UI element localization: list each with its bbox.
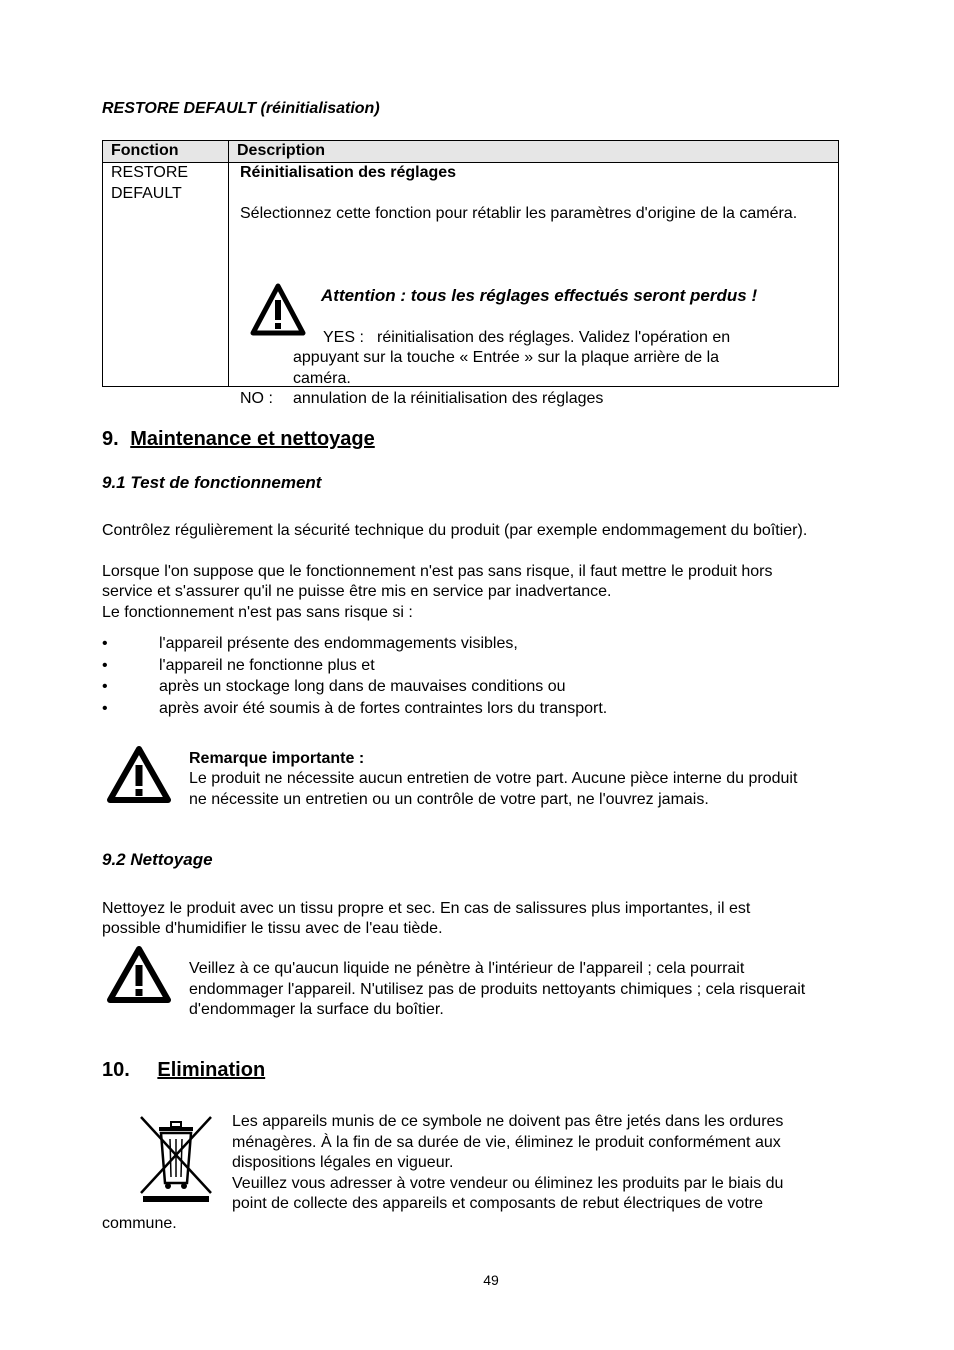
cleaning-warning-line-3: d'endommager la surface du boîtier. (189, 1001, 444, 1018)
function-line-1: RESTORE (111, 164, 189, 181)
section-9-number: 9. (102, 428, 119, 450)
table-header-function: Fonction (103, 141, 229, 163)
table-header-description: Description (229, 141, 839, 163)
list-item: • l'appareil ne fonctionne plus et (102, 656, 607, 678)
section-10-heading (102, 1060, 265, 1081)
list-item: • l'appareil présente des endommagements visibles, (102, 634, 607, 656)
desc-text: Sélectionnez cette fonction pour rétablir les paramètres d'origine de la caméra. (240, 204, 798, 222)
section-10-title: Elimination (157, 1059, 266, 1081)
note-line-2: ne nécessite un entretien ou un contrôle de votre part, ne l'ouvrez jamais. (189, 791, 709, 808)
cleaning-warning-line-2: endommager l'appareil. N'utilisez pas de produits nettoyants chimiques ; cela risquerait (189, 981, 806, 998)
list-item: • après un stockage long dans de mauvaises conditions ou (102, 677, 607, 699)
attention-text: Attention : tous les réglages effectués seront perdus ! (321, 286, 758, 305)
disposal-line-5: point de collecte des appareils et composants de rebut électriques de votre (232, 1195, 763, 1212)
note-line-1: Le produit ne nécessite aucun entretien de votre part. Aucune pièce interne du produit (189, 770, 798, 787)
page-number: 49 (483, 1272, 499, 1288)
restore-table (102, 140, 839, 407)
subsection-9-2-title: 9.2 Nettoyage (102, 850, 213, 869)
paragraph-9-1-b-line-1: Lorsque l'on suppose que le fonctionnement n'est pas sans risque, il faut mettre le produit hors (102, 563, 773, 580)
function-cell (103, 163, 229, 387)
paragraph-9-2-line-2: possible d'humidifier le tissu avec de l'eau tiède. (102, 920, 443, 937)
paragraph-9-1-a: Contrôlez régulièrement la sécurité technique du produit (par exemple endommagement du boîtier). (102, 522, 808, 539)
yes-label: YES : (323, 329, 364, 346)
disposal-line-3: dispositions légales en vigueur. (232, 1154, 454, 1171)
warning-triangle-icon (250, 283, 306, 337)
crossed-bin-icon (137, 1113, 215, 1203)
function-line-2: DEFAULT (111, 184, 182, 202)
desc-title: Réinitialisation des réglages (240, 164, 457, 181)
section-9-title: Maintenance et nettoyage (130, 428, 375, 450)
yes-text-line-1: réinitialisation des réglages. Validez l'opération en (377, 329, 731, 346)
disposal-line-2: ménagères. À la fin de sa durée de vie, éliminez le produit conformément aux (232, 1134, 781, 1151)
risk-list (102, 634, 607, 720)
yes-text-line-2: appuyant sur la touche « Entrée » sur la plaque arrière de la (293, 349, 720, 366)
no-text: annulation de la réinitialisation des réglages (293, 390, 604, 407)
paragraph-9-2-line-1: Nettoyez le produit avec un tissu propre et sec. En cas de salissures plus importantes, il est (102, 900, 751, 917)
subsection-9-1-title: 9.1 Test de fonctionnement (102, 473, 322, 492)
restore-heading: RESTORE DEFAULT (réinitialisation) (102, 100, 380, 117)
yes-text-line-3: caméra. (293, 370, 351, 387)
paragraph-9-1-b-line-3: Le fonctionnement n'est pas sans risque si : (102, 604, 413, 621)
section-9-heading (102, 429, 375, 450)
cleaning-warning-line-1: Veillez à ce qu'aucun liquide ne pénètre à l'intérieur de l'appareil ; cela pourrait (189, 960, 745, 977)
paragraph-9-1-b-line-2: service et s'assurer qu'il ne puisse être mis en service par inadvertance. (102, 583, 612, 600)
note-title: Remarque importante : (189, 750, 365, 767)
warning-triangle-icon (107, 946, 171, 1004)
warning-triangle-icon (107, 746, 171, 804)
list-item: • après avoir été soumis à de fortes contraintes lors du transport. (102, 699, 607, 721)
section-10-number: 10. (102, 1059, 130, 1081)
no-label: NO : (240, 390, 273, 407)
disposal-line-1: Les appareils munis de ce symbole ne doivent pas être jetés dans les ordures (232, 1113, 784, 1130)
description-cell (229, 163, 839, 407)
disposal-line-6: commune. (102, 1215, 177, 1232)
disposal-line-4: Veuillez vous adresser à votre vendeur ou éliminez les produits par le biais du (232, 1175, 784, 1192)
